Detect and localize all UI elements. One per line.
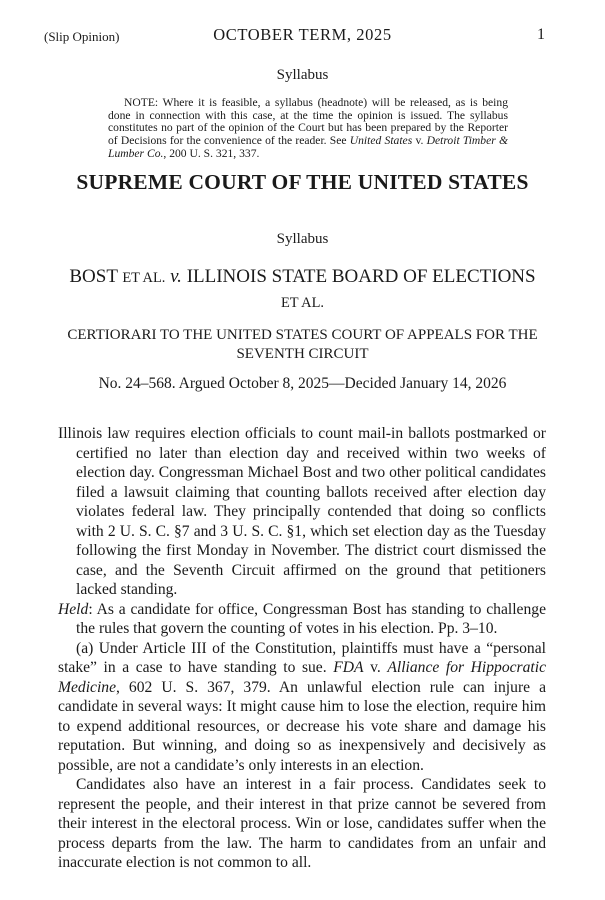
cite-alliance: Alliance for Hippocratic Medicine	[58, 659, 546, 696]
note-citation: , 200 U. S. 321, 337.	[163, 146, 260, 160]
petitioner-name: BOST	[69, 266, 123, 287]
syllabus-body	[58, 424, 546, 873]
syllabus-heading: Syllabus	[276, 231, 329, 247]
slip-opinion-label: (Slip Opinion)	[44, 29, 120, 44]
note-case-b: Detroit Timber & Lumber Co.	[108, 134, 508, 160]
note-text: NOTE: Where it is feasible, a syllabus (headnote) will be released, as is being done in connection with this case, at the time the opinion is issued. The syllabus constitutes no part of the opinion of the Court but has been prepared by the Reporter of Decisions for the convenience of the reader. See	[108, 96, 508, 148]
court-name: SUPREME COURT OF THE UNITED STATES	[76, 170, 529, 194]
cite-v: v.	[363, 659, 388, 676]
et-al-petitioner: ET AL.	[122, 270, 166, 286]
respondent-name: ILLINOIS STATE BOARD OF ELECTIONS	[186, 266, 536, 287]
reporter-note	[108, 97, 508, 161]
held-text: : As a candidate for office, Congressman Bost has standing to challenge the rules that govern the counting of votes in his election. Pp. 3–10.	[76, 600, 546, 637]
note-case-a: United States	[349, 134, 413, 148]
paragraph-a-text: (a) Under Article III of the Constitution, plaintiffs must have a “personal stake” in a case to have standing to sue.	[58, 639, 546, 676]
term-heading: OCTOBER TERM, 2025	[213, 25, 392, 44]
fair-process-paragraph: Candidates also have an interest in a fair process. Candidates seek to represent the people, and their interest in that prize cannot be severed from their interest in the electoral process. Win or lose, candidates suffer when the process departs from the law. The harm to candidates from an unfair and inaccurate election is not common to all.	[58, 776, 546, 871]
versus: v.	[165, 266, 187, 287]
certiorari-line: CERTIORARI TO THE UNITED STATES COURT OF APPEALS FOR THE SEVENTH CIRCUIT	[67, 327, 538, 362]
page-number: 1	[537, 26, 545, 43]
syllabus-heading-top: Syllabus	[276, 67, 329, 83]
docket-line: No. 24–568. Argued October 8, 2025—Decided January 14, 2026	[98, 375, 507, 392]
background-paragraph: Illinois law requires election officials to count mail-in ballots postmarked or certified no later than election day and received within two weeks of election day. Congressman Michael Bost and two other political candidates filed a lawsuit claiming that counting ballots received after election day violates federal law. They principally contended that doing so conflicts with 2 U. S. C. §7 and 3 U. S. C. §1, which set election day as the Tuesday following the first Monday in November. The district court dismissed the case, and the Seventh Circuit affirmed on the ground that petitioners lacked standing.	[58, 425, 546, 598]
cite-fda: FDA	[333, 659, 364, 676]
paragraph-a	[58, 639, 546, 776]
case-caption	[60, 265, 545, 315]
paragraph-a-rest: , 602 U. S. 367, 379. An unlawful election rule can injure a candidate in several ways: It might cause him to lose the election, require him to expend additional resources, or decrease his vote share and damage his reputation. But winning, and doing so as inexpensively and decisively as possible, are not a candidate’s only interests in an election.	[58, 678, 546, 774]
held-label: Held	[58, 600, 89, 618]
et-al-respondent: ET AL.	[280, 295, 325, 311]
note-v: v.	[412, 134, 427, 148]
held-paragraph	[58, 600, 546, 639]
